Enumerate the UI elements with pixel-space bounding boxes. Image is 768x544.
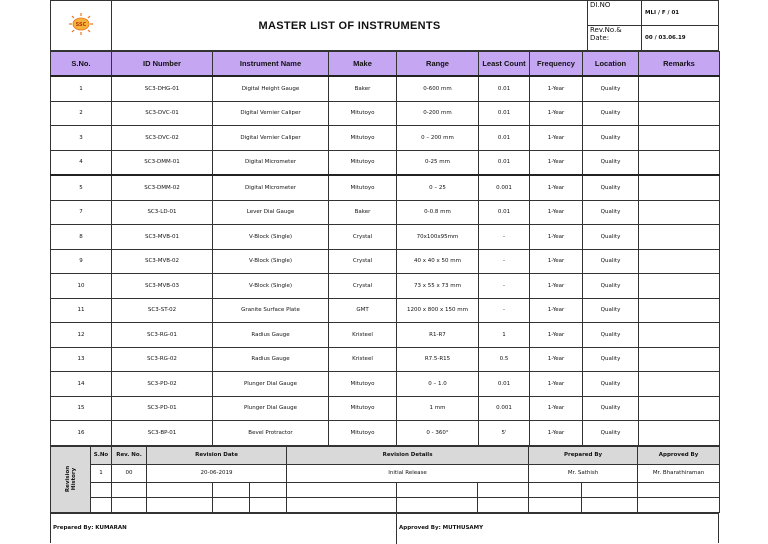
cell-range: R7.5-R15 [397, 347, 479, 372]
cell-name: Digital Height Gauge [213, 76, 329, 101]
cell-sno: 8 [51, 225, 112, 250]
column-header: S.No. [51, 52, 112, 77]
table-row [51, 126, 720, 151]
cell-rem [639, 150, 720, 175]
cell-freq: 1-Year [530, 126, 583, 151]
cell-sno: 14 [51, 372, 112, 397]
cell-range: 73 x 55 x 73 mm [397, 274, 479, 299]
cell-id: SC3-RG-01 [112, 323, 213, 348]
cell-freq: 1-Year [530, 274, 583, 299]
revision-empty-row [51, 497, 720, 512]
cell-lc: 0.5 [479, 347, 530, 372]
cell-loc: Quality [583, 396, 639, 421]
cell-id: SC3-DMM-01 [112, 150, 213, 175]
revision-entry-row [51, 464, 720, 482]
cell-loc: Quality [583, 175, 639, 200]
cell-lc: 0.001 [479, 175, 530, 200]
cell-id: SC3-MVB-03 [112, 274, 213, 299]
logo-text: SSC [75, 21, 87, 28]
cell-rem [639, 101, 720, 126]
cell-name: Radius Gauge [213, 347, 329, 372]
cell-range: 1200 x 800 x 150 mm [397, 298, 479, 323]
cell-loc: Quality [583, 347, 639, 372]
column-header: Remarks [639, 52, 720, 77]
rev-no-header: Rev. No. [112, 446, 147, 464]
cell-make: Crystal [329, 225, 397, 250]
cell-range: 0 – 200 mm [397, 126, 479, 151]
rev-approved: Mr. Bharathiraman [638, 464, 720, 482]
cell-freq: 1-Year [530, 323, 583, 348]
cell-name: Granite Surface Plate [213, 298, 329, 323]
cell-rem [639, 225, 720, 250]
cell-make: Crystal [329, 274, 397, 299]
cell-freq: 1-Year [530, 101, 583, 126]
cell-range: 0 – 1.0 [397, 372, 479, 397]
cell-range: 40 x 40 x 50 mm [397, 249, 479, 274]
cell-loc: Quality [583, 225, 639, 250]
cell-range: R1-R7 [397, 323, 479, 348]
cell-range: 0-25 mm [397, 150, 479, 175]
cell-sno: 7 [51, 200, 112, 225]
cell-loc: Quality [583, 76, 639, 101]
table-row [51, 298, 720, 323]
cell-rem [639, 421, 720, 446]
cell-lc: - [479, 274, 530, 299]
cell-id: SC3-DVC-02 [112, 126, 213, 151]
cell-make: Mitutoyo [329, 150, 397, 175]
rev-prepared: Mr. Sathish [529, 464, 638, 482]
cell-lc: 0.01 [479, 76, 530, 101]
cell-id: SC3-ST-02 [112, 298, 213, 323]
table-row [51, 175, 720, 200]
cell-loc: Quality [583, 274, 639, 299]
cell-rem [639, 274, 720, 299]
cell-range: 70x100x95mm [397, 225, 479, 250]
cell-make: Kristeel [329, 347, 397, 372]
revision-header-row [51, 446, 720, 464]
cell-range: 0 - 360° [397, 421, 479, 446]
cell-loc: Quality [583, 421, 639, 446]
cell-make: Baker [329, 76, 397, 101]
cell-range: 0-0.8 mm [397, 200, 479, 225]
cell-make: Mitutoyo [329, 372, 397, 397]
rev-details-header: Revision Details [287, 446, 529, 464]
column-header-row [51, 52, 720, 77]
cell-freq: 1-Year [530, 150, 583, 175]
revision-history-table [50, 446, 720, 513]
cell-sno: 3 [51, 126, 112, 151]
cell-id: SC3-PD-01 [112, 396, 213, 421]
cell-name: Digital Micrometer [213, 150, 329, 175]
cell-make: Crystal [329, 249, 397, 274]
cell-range: 0-600 mm [397, 76, 479, 101]
cell-rem [639, 175, 720, 200]
cell-sno: 9 [51, 249, 112, 274]
cell-make: Baker [329, 200, 397, 225]
cell-loc: Quality [583, 249, 639, 274]
cell-freq: 1-Year [530, 396, 583, 421]
cell-rem [639, 396, 720, 421]
rev-approved-header: Approved By [638, 446, 720, 464]
column-header: Frequency [530, 52, 583, 77]
table-row [51, 323, 720, 348]
cell-rem [639, 76, 720, 101]
column-header: Make [329, 52, 397, 77]
cell-name: Plunger Dial Gauge [213, 372, 329, 397]
cell-name: Plunger Dial Gauge [213, 396, 329, 421]
cell-lc: 1 [479, 323, 530, 348]
rev-date: 20-06-2019 [147, 464, 287, 482]
cell-id: SC3-MVB-01 [112, 225, 213, 250]
cell-make: Kristeel [329, 323, 397, 348]
cell-id: SC3-DHG-01 [112, 76, 213, 101]
cell-sno: 12 [51, 323, 112, 348]
cell-name: Digital Vernier Caliper [213, 126, 329, 151]
table-row [51, 101, 720, 126]
company-logo [51, 1, 112, 51]
cell-make: Mitutoyo [329, 126, 397, 151]
rev-value: 00 / 03.06.19 [642, 26, 719, 51]
cell-make: Mitutoyo [329, 421, 397, 446]
column-header: ID Number [112, 52, 213, 77]
cell-sno: 13 [51, 347, 112, 372]
cell-name: Radius Gauge [213, 323, 329, 348]
cell-make: Mitutoyo [329, 175, 397, 200]
cell-freq: 1-Year [530, 225, 583, 250]
cell-lc: 5' [479, 421, 530, 446]
cell-lc: 0.01 [479, 200, 530, 225]
cell-freq: 1-Year [530, 347, 583, 372]
cell-freq: 1-Year [530, 175, 583, 200]
cell-freq: 1-Year [530, 372, 583, 397]
cell-make: Mitutoyo [329, 101, 397, 126]
cell-name: Digital Micrometer [213, 175, 329, 200]
cell-lc: - [479, 225, 530, 250]
table-row [51, 421, 720, 446]
cell-rem [639, 372, 720, 397]
doc-no-label: DI.NO [588, 1, 642, 26]
document-header [50, 0, 719, 51]
cell-rem [639, 323, 720, 348]
rev-no: 00 [112, 464, 147, 482]
cell-id: SC3-BP-01 [112, 421, 213, 446]
cell-id: SC3-DVC-01 [112, 101, 213, 126]
cell-range: 0-200 mm [397, 101, 479, 126]
column-header: Range [397, 52, 479, 77]
cell-lc: - [479, 298, 530, 323]
cell-id: SC3-RG-02 [112, 347, 213, 372]
column-header: Least Count [479, 52, 530, 77]
cell-rem [639, 200, 720, 225]
table-row [51, 372, 720, 397]
cell-range: 1 mm [397, 396, 479, 421]
cell-lc: 0.01 [479, 372, 530, 397]
cell-sno: 1 [51, 76, 112, 101]
rev-sno: 1 [91, 464, 112, 482]
cell-freq: 1-Year [530, 298, 583, 323]
cell-lc: 0.001 [479, 396, 530, 421]
rev-label: Rev.No.& Date: [588, 26, 642, 51]
cell-sno: 16 [51, 421, 112, 446]
cell-name: V-Block (Single) [213, 225, 329, 250]
cell-make: Mitutoyo [329, 396, 397, 421]
table-row [51, 200, 720, 225]
table-row [51, 274, 720, 299]
sun-logo-icon [66, 12, 96, 36]
column-header: Instrument Name [213, 52, 329, 77]
cell-loc: Quality [583, 372, 639, 397]
cell-name: Digital Vernier Caliper [213, 101, 329, 126]
cell-rem [639, 347, 720, 372]
column-header: Location [583, 52, 639, 77]
table-row [51, 347, 720, 372]
cell-id: SC3-DMM-02 [112, 175, 213, 200]
doc-no-value: MLI / F / 01 [642, 1, 719, 26]
cell-make: GMT [329, 298, 397, 323]
signature-footer [50, 513, 719, 543]
cell-sno: 2 [51, 101, 112, 126]
cell-name: Bevel Protractor [213, 421, 329, 446]
cell-lc: 0.01 [479, 150, 530, 175]
instruments-table [50, 51, 720, 446]
cell-lc: 0.01 [479, 126, 530, 151]
instrument-rows [51, 76, 720, 445]
cell-id: SC3-PD-02 [112, 372, 213, 397]
cell-loc: Quality [583, 101, 639, 126]
table-row [51, 249, 720, 274]
revision-history-label: Revision History [51, 446, 91, 512]
rev-details: Initial Release [287, 464, 529, 482]
cell-name: V-Block (Single) [213, 249, 329, 274]
cell-freq: 1-Year [530, 249, 583, 274]
cell-id: SC3-MVB-02 [112, 249, 213, 274]
rev-date-header: Revision Date [147, 446, 287, 464]
prepared-by: Prepared By: KUMARAN [51, 514, 397, 544]
cell-rem [639, 126, 720, 151]
cell-name: V-Block (Single) [213, 274, 329, 299]
table-row [51, 76, 720, 101]
cell-sno: 15 [51, 396, 112, 421]
cell-lc: 0.01 [479, 101, 530, 126]
cell-sno: 5 [51, 175, 112, 200]
cell-id: SC3-LD-01 [112, 200, 213, 225]
rev-sno-header: S.No [91, 446, 112, 464]
cell-rem [639, 249, 720, 274]
table-row [51, 150, 720, 175]
table-row [51, 225, 720, 250]
cell-sno: 10 [51, 274, 112, 299]
cell-sno: 4 [51, 150, 112, 175]
document-sheet [50, 0, 719, 543]
cell-loc: Quality [583, 126, 639, 151]
cell-loc: Quality [583, 150, 639, 175]
cell-sno: 11 [51, 298, 112, 323]
cell-range: 0 – 25 [397, 175, 479, 200]
cell-freq: 1-Year [530, 76, 583, 101]
cell-loc: Quality [583, 200, 639, 225]
revision-empty-row [51, 482, 720, 497]
cell-freq: 1-Year [530, 421, 583, 446]
table-row [51, 396, 720, 421]
page-title: MASTER LIST OF INSTRUMENTS [112, 1, 588, 51]
cell-loc: Quality [583, 323, 639, 348]
cell-rem [639, 298, 720, 323]
rev-prepared-header: Prepared By [529, 446, 638, 464]
cell-loc: Quality [583, 298, 639, 323]
cell-freq: 1-Year [530, 200, 583, 225]
approved-by: Approved By: MUTHUSAMY [399, 525, 484, 531]
cell-name: Lever Dial Gauge [213, 200, 329, 225]
cell-lc: - [479, 249, 530, 274]
